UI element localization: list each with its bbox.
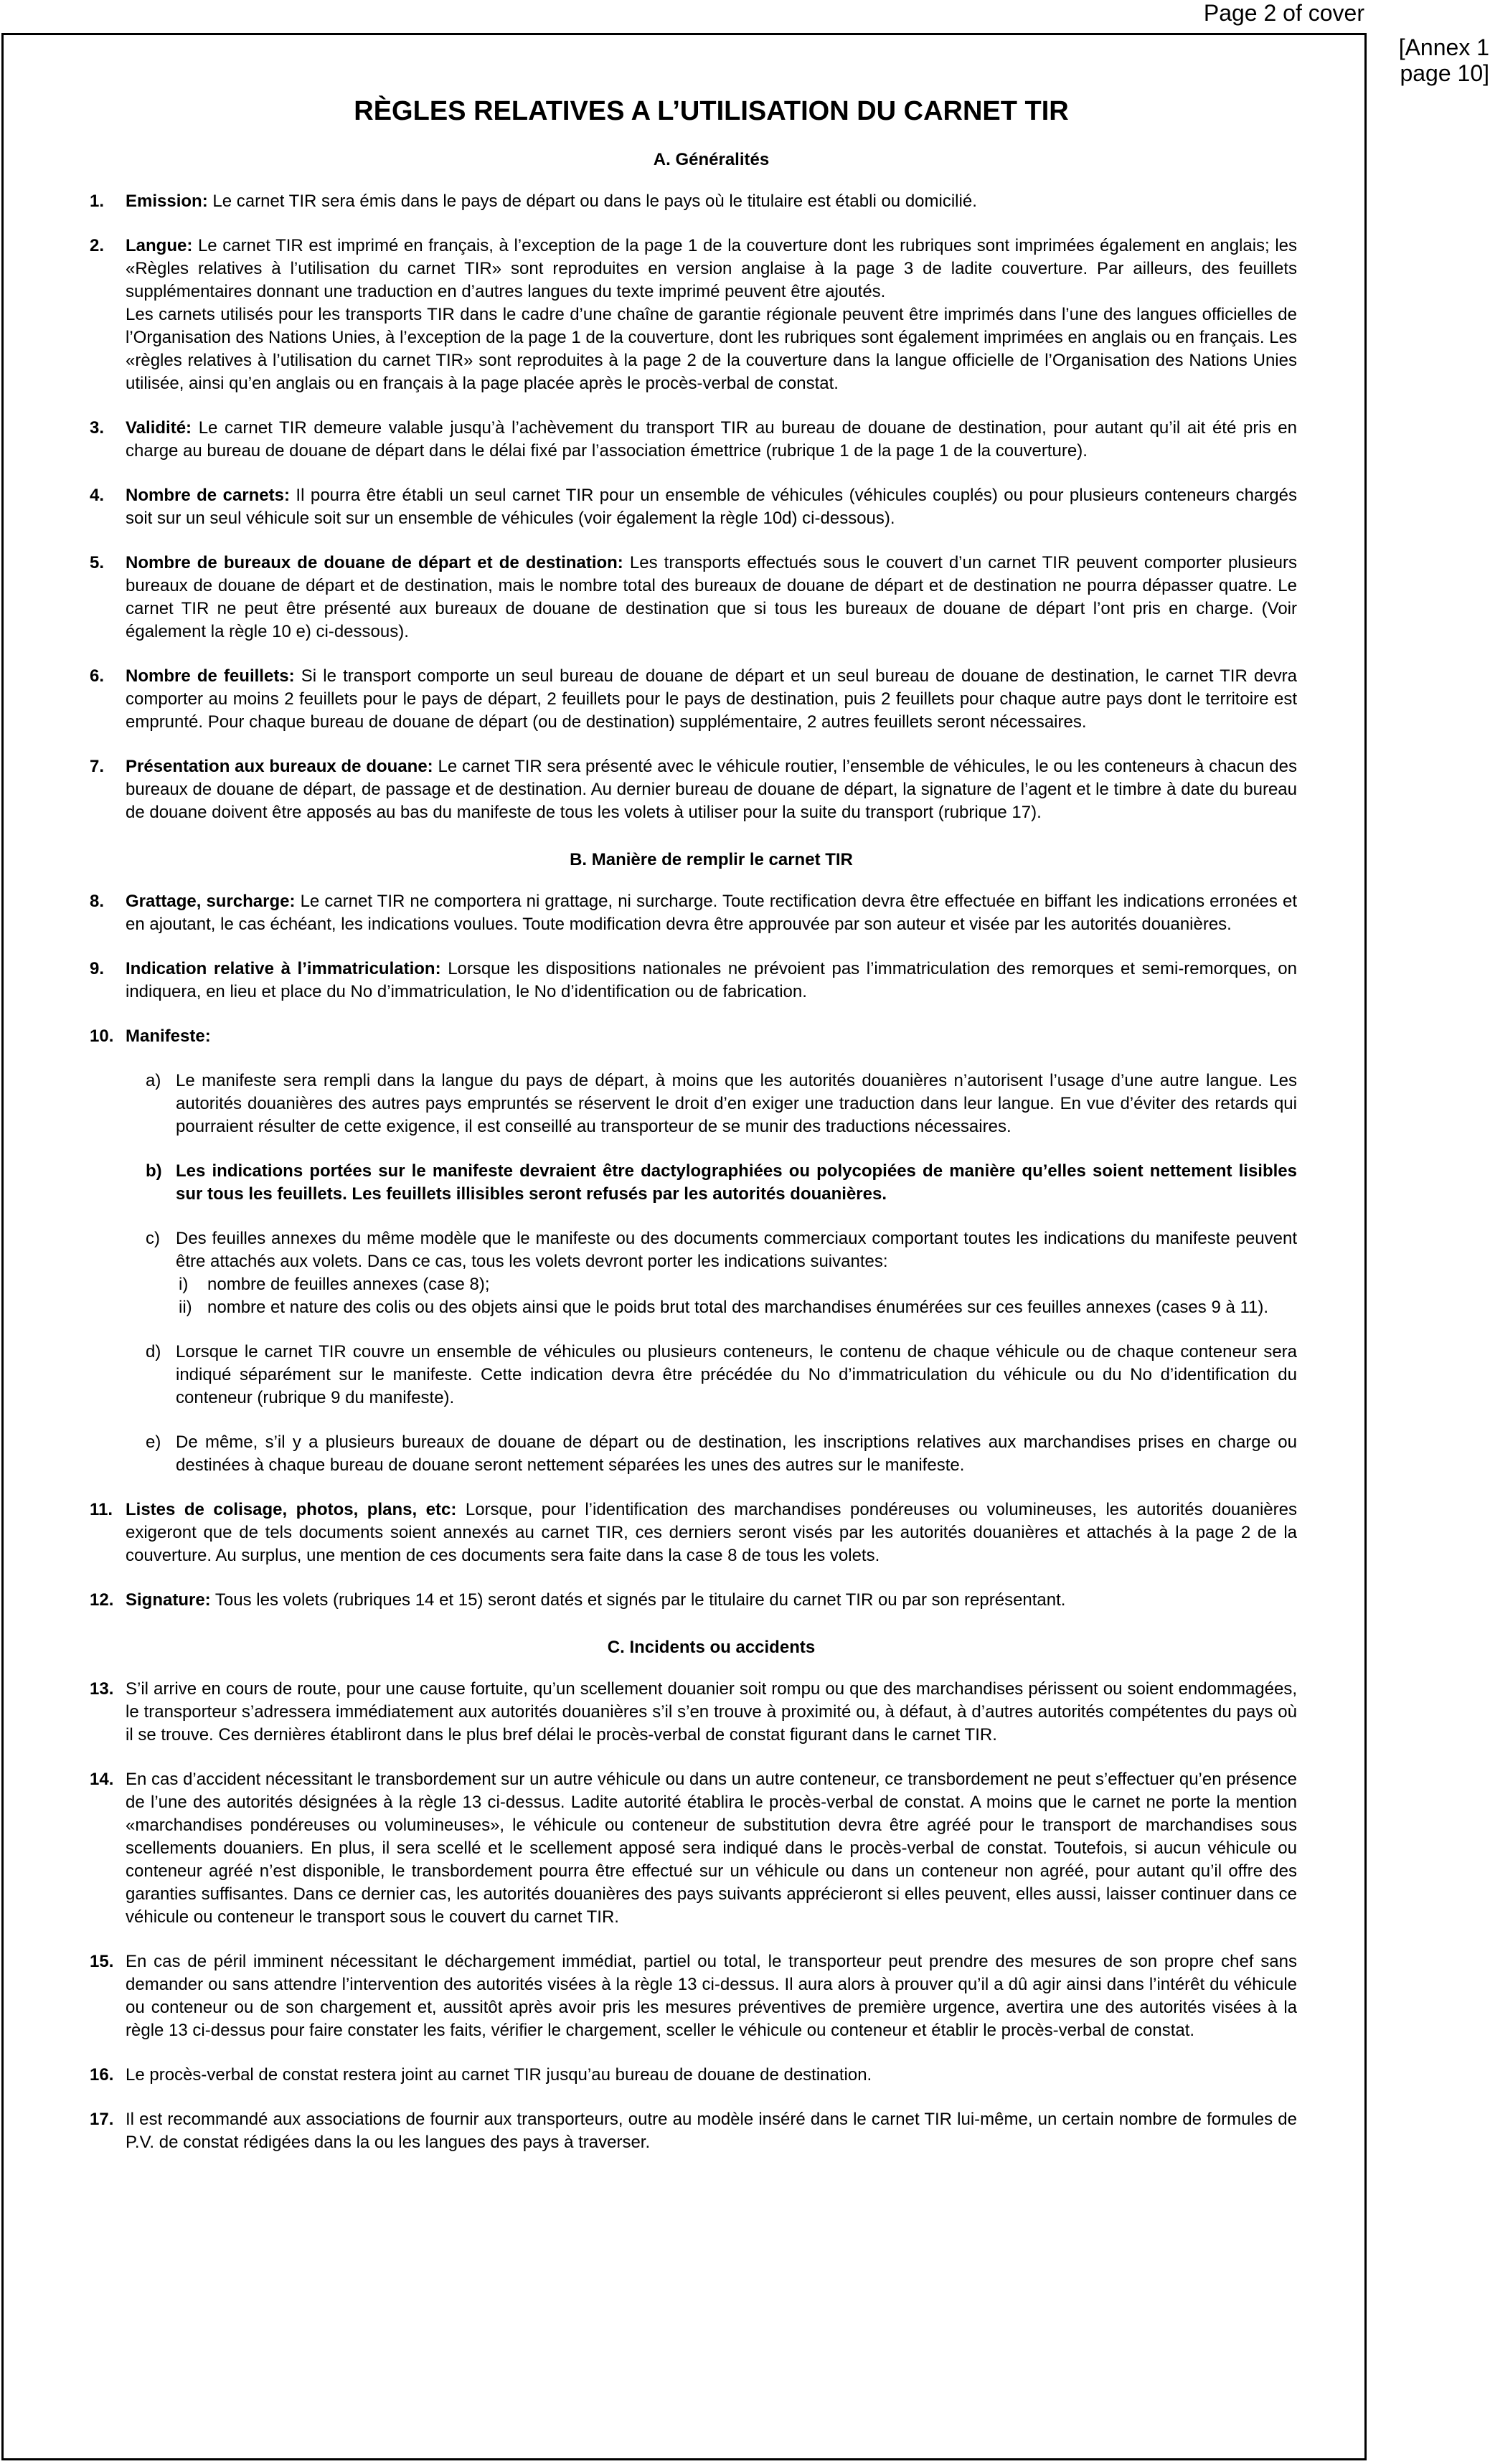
rule-text: Le carnet TIR est imprimé en français, à l’exception de la page 1 de la couverture dont les rubriques sont imprimées également en anglais; les «Règles relatives à l’utilisation du carnet TIR» sont reproduites en version anglaise à la page 3 de ladite couverture. Par ailleurs, des feuillets supplémentaires donnant une traduction en d’autres langues du texte imprimé peuvent être ajoutés.	[126, 236, 1298, 301]
roman-text: nombre et nature des colis ou des objets ainsi que le poids brut total des marchandises énumérées sur ces feuilles annexes (cases 9 à 11).	[207, 1298, 1269, 1317]
rule-text: Les transports effectués sous le couvert d’un carnet TIR peuvent comporter plusieurs bureaux de douane de départ et de destination, mais le nombre total des bureaux de douane de départ et de destination ne pourra dépasser quatre. Le carnet TIR ne peut être présenté aux bureaux de douane de destination que si tous les bureaux de douane de départ l’ont pris en charge. (Voir également la règle 10 e) ci-dessous).	[126, 553, 1298, 641]
rule-13	[90, 1678, 1297, 1747]
rule-2	[90, 235, 1298, 395]
item-label: c)	[146, 1229, 160, 1248]
document-frame	[1, 33, 1367, 2460]
roman-label: i)	[179, 1275, 189, 1294]
rule-4	[90, 484, 1297, 530]
rule-1	[90, 190, 1297, 213]
rule-heading: Langue:	[126, 236, 193, 255]
item-label: e)	[146, 1432, 161, 1452]
rule-number: 8.	[90, 892, 105, 911]
rule-number: 16.	[90, 2065, 114, 2085]
roman-item-ii	[176, 1296, 1297, 1319]
rule-number: 4.	[90, 486, 105, 505]
item-label: d)	[146, 1342, 161, 1361]
item-text: Lorsque le carnet TIR couvre un ensemble de véhicules ou plusieurs conteneurs, le contenu de chaque véhicule ou de chaque conteneur sera indiqué séparément sur le manifeste. Cette indication devra être précédée du No d’immatriculation du véhicule ou du No d’identification du conteneur (rubrique 9 du manifeste).	[176, 1342, 1297, 1407]
rule-text: Tous les volets (rubriques 14 et 15) seront datés et signés par le titulaire du carnet TIR ou par son représentant.	[214, 1590, 1066, 1610]
rule-10-item-c	[126, 1227, 1297, 1319]
rule-5	[90, 552, 1298, 643]
rule-text: S’il arrive en cours de route, pour une cause fortuite, qu’un scellement douanier soit rompu ou que des marchandises périssent ou soient endommagées, le transporteur s’adressera immédiatement aux autorités douanières s’il s’en trouve à proximité ou, à défaut, à d’autres autorités compétentes du pays où il se trouve. Ces dernières établiront dans le plus bref délai le procès-verbal de constat figurant dans le carnet TIR.	[126, 1679, 1297, 1745]
rule-number: 10.	[90, 1026, 114, 1046]
roman-item-i	[176, 1273, 1297, 1296]
rule-text: Le carnet TIR ne comportera ni grattage, ni surcharge. Toute rectification devra être effectuée en biffant les indications erronées et en ajoutant, le cas échéant, les indications voulues. Toute modification devra être approuvée par son auteur et visée par les autorités douanières.	[126, 892, 1297, 934]
rule-10-item-b	[126, 1160, 1297, 1206]
rule-15	[90, 1950, 1297, 2042]
rule-heading: Nombre de carnets:	[126, 486, 290, 505]
rule-number: 9.	[90, 959, 105, 978]
document-title: RÈGLES RELATIVES A L’UTILISATION DU CARNET TIR	[354, 96, 1069, 126]
rule-heading: Signature:	[126, 1590, 211, 1610]
rule-text: Si le transport comporte un seul bureau de douane de départ et un seul bureau de douane de destination, le carnet TIR devra comporter au moins 2 feuillets pour le pays de départ, 2 feuillets pour le pays de destination, puis 2 feuillets pour chaque autre pays dont le territoire est emprunté. Pour chaque bureau de douane de départ (ou de destination) supplémentaire, 2 autres feuillets seront nécessaires.	[126, 666, 1297, 732]
item-label: a)	[146, 1071, 161, 1090]
item-text: Des feuilles annexes du même modèle que le manifeste ou des documents commerciaux comportant toutes les indications du manifeste peuvent être attachés aux volets. Dans ce cas, tous les volets devront porter les indications suivantes:	[176, 1229, 1297, 1271]
rule-text: Lorsque, pour l’identification des marchandises pondéreuses ou volumineuses, les autorités douanières exigeront que de tels documents soient annexés au carnet TIR, ces derniers seront visés par les autorités douanières et attachés à la page 2 de la couverture. Au surplus, une mention de ces documents sera faite dans la case 8 de tous les volets.	[126, 1500, 1297, 1565]
rule-number: 6.	[90, 666, 105, 686]
rule-number: 17.	[90, 2110, 114, 2129]
rule-heading: Grattage, surcharge:	[126, 892, 296, 911]
rule-text: Lorsque les dispositions nationales ne prévoient pas l’immatriculation des remorques et semi-remorques, on indiquera, en lieu et place du No d’immatriculation, le No d’identification ou de fabrication.	[126, 959, 1297, 1001]
rule-12	[90, 1589, 1297, 1612]
rule-7	[90, 755, 1297, 824]
rule-14	[90, 1768, 1297, 1929]
rule-10-item-d	[126, 1341, 1297, 1410]
item-text: Le manifeste sera rempli dans la langue du pays de départ, à moins que les autorités douanières n’autorisent l’usage d’une autre langue. Les autorités douanières des autres pays empruntés se réservent le droit d’en exiger une traduction dans leur langue. En vue d’éviter des retards qui pourraient résulter de cette exigence, il est conseillé au transporteur de se munir des traductions nécessaires.	[176, 1071, 1297, 1136]
rule-text: Il est recommandé aux associations de fournir aux transporteurs, outre au modèle inséré dans le carnet TIR lui-même, un certain nombre de formules de P.V. de constat rédigées dans la ou les langues des pays à traverser.	[126, 2110, 1297, 2152]
rule-heading: Nombre de feuillets:	[126, 666, 295, 686]
annex-label: [Annex 1 page 10]	[1398, 34, 1489, 86]
item-label: b)	[146, 1161, 162, 1181]
rule-3	[90, 417, 1297, 463]
rule-number: 7.	[90, 757, 105, 776]
rule-text-continued: Les carnets utilisés pour les transports TIR dans le cadre d’une chaîne de garantie régionale peuvent être imprimés dans l’une des langues officielles de l’Organisation des Nations Unies, à l’exception de la page 1 de la couverture, dont les rubriques sont également imprimées en anglais ou en français. Les «règles relatives à l’utilisation du carnet TIR» sont reproduites à la page 2 de la couverture dans la langue officielle de l’Organisation des Nations Unies utilisée, ainsi qu’en anglais ou en français à la page placée après le procès-verbal de constat.	[126, 305, 1297, 393]
page-label: Page 2 of cover	[1203, 0, 1364, 26]
rule-heading: Emission:	[126, 192, 208, 211]
rule-text: Le carnet TIR sera présenté avec le véhicule routier, l’ensemble de véhicules, le ou les conteneurs à chacun des bureaux de douane de départ, de passage et de destination. Au dernier bureau de douane de départ, la signature de l’agent et le timbre à date du bureau de douane doivent être apposés au bas du manifeste de tous les volets à utiliser pour la suite du transport (rubrique 17).	[126, 757, 1297, 822]
rule-heading: Présentation aux bureaux de douane:	[126, 757, 433, 776]
rule-text: Le carnet TIR sera émis dans le pays de départ ou dans le pays où le titulaire est établi ou domicilié.	[212, 192, 977, 211]
rule-heading: Nombre de bureaux de douane de départ et de destination:	[126, 553, 623, 572]
rule-10	[90, 1025, 1297, 1048]
rule-16	[90, 2064, 1297, 2087]
rule-number: 11.	[90, 1500, 113, 1519]
rule-17	[90, 2108, 1297, 2154]
roman-text: nombre de feuilles annexes (case 8);	[207, 1275, 490, 1294]
rule-9	[90, 958, 1297, 1004]
rule-heading: Indication relative à l’immatriculation:	[126, 959, 441, 978]
section-heading-a: A. Généralités	[653, 150, 770, 169]
rule-text: Le procès-verbal de constat restera joint au carnet TIR jusqu’au bureau de douane de destination.	[126, 2065, 872, 2085]
roman-label: ii)	[179, 1298, 192, 1317]
rule-11	[90, 1498, 1297, 1567]
item-text: De même, s’il y a plusieurs bureaux de douane de départ ou de destination, les inscriptions relatives aux marchandises prises en charge ou destinées à chaque bureau de douane seront nettement séparées les unes des autres sur le manifeste.	[176, 1432, 1297, 1475]
rule-10-item-e	[126, 1431, 1297, 1477]
rule-10-item-a	[126, 1070, 1297, 1138]
rule-text: En cas de péril imminent nécessitant le déchargement immédiat, partiel ou total, le transporteur peut prendre des mesures de son propre chef sans demander ou sans attendre l’intervention des autorités visées à la règle 13 ci-dessus. Il aura alors à prouver qu’il a dû agir ainsi dans l’intérêt du véhicule ou conteneur ou de son chargement et, aussitôt après avoir pris les mesures préventives de première urgence, avertira une des autorités visées à la règle 13 ci-dessus pour faire constater les faits, vérifier le chargement, sceller le véhicule ou conteneur et établir le procès-verbal de constat.	[126, 1952, 1297, 2040]
section-heading-b: B. Manière de remplir le carnet TIR	[570, 850, 853, 869]
item-text: Les indications portées sur le manifeste devraient être dactylographiées ou polycopiées de manière qu’elles soient nettement lisibles sur tous les feuillets. Les feuillets illisibles seront refusés par les autorités douanières.	[176, 1161, 1297, 1204]
rule-number: 5.	[90, 553, 105, 572]
rule-number: 1.	[90, 192, 105, 211]
section-heading-c: C. Incidents ou accidents	[607, 1638, 816, 1657]
rule-text: Le carnet TIR demeure valable jusqu’à l’achèvement du transport TIR au bureau de douane de destination, pour autant qu’il ait été pris en charge au bureau de douane de départ dans le délai fixé par l’association émettrice (rubrique 1 de la page 1 de la couverture).	[126, 418, 1297, 461]
rule-text: En cas d’accident nécessitant le transbordement sur un autre véhicule ou dans un autre conteneur, ce transbordement ne peut s’effectuer qu’en présence de l’une des autorités désignées à la règle 13 ci-dessus. Ladite autorité établira le procès-verbal de constat. A moins que le carnet ne porte la mention «marchandises pondéreuses ou volumineuses», le véhicule ou conteneur de substitution devra être agréé pour le transport de marchandises sous scellements douaniers. En plus, il sera scellé et le scellement apposé sera indiqué dans le procès-verbal de constat. Toutefois, si aucun véhicule ou conteneur agréé n’est disponible, le transbordement pourra être effectué sur un véhicule ou dans un conteneur non agréé, pour autant qu’il offre des garanties suffisantes. Dans ce dernier cas, les autorités douanières des pays suivants apprécieront si elles peuvent, elles aussi, laisser continuer dans ce véhicule ou conteneur le transport sous le couvert du carnet TIR.	[126, 1770, 1297, 1927]
rule-number: 12.	[90, 1590, 114, 1610]
rule-heading: Validité:	[126, 418, 192, 438]
rule-text: Il pourra être établi un seul carnet TIR pour un ensemble de véhicules (véhicules couplés) ou pour plusieurs conteneurs chargés soit sur un seul véhicule soit sur un ensemble de véhicules (voir également la règle 10d) ci-dessous).	[126, 486, 1297, 528]
rule-8	[90, 890, 1297, 936]
rule-number: 14.	[90, 1770, 114, 1789]
rule-number: 13.	[90, 1679, 114, 1699]
rule-6	[90, 665, 1297, 734]
rule-heading: Listes de colisage, photos, plans, etc:	[126, 1500, 457, 1519]
rule-heading: Manifeste:	[126, 1026, 211, 1046]
rule-number: 3.	[90, 418, 105, 438]
rule-number: 15.	[90, 1952, 114, 1971]
rule-number: 2.	[90, 236, 105, 255]
